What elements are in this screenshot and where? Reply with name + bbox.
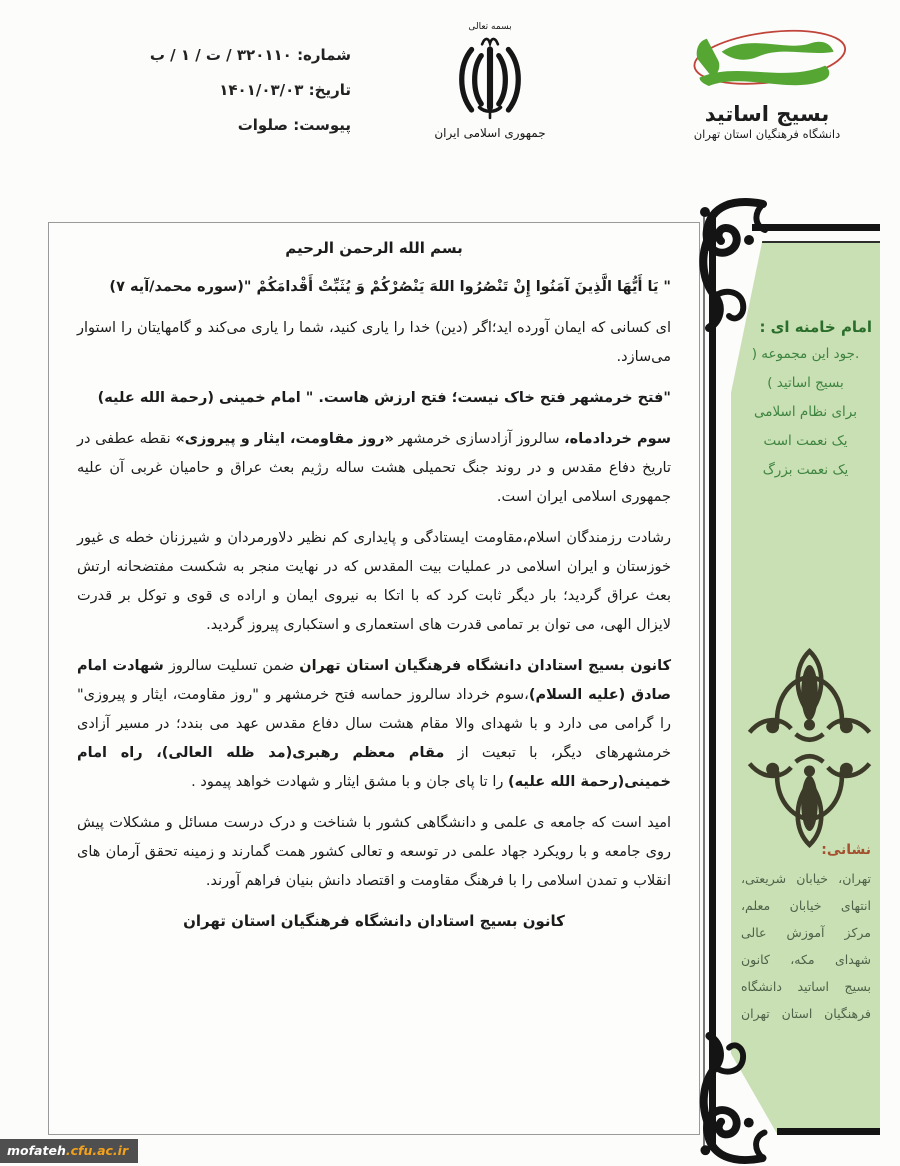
resistance-paragraph: رشادت رزمندگان اسلام،مقاومت ایستادگی و پایداری کم نظیر دلاورمردان و شیرزنان خطه ی غیور خوزستان و ایران اسلامی در عملیات بیت المقدس که در نهایت منجر به شکست مفتضحانه ارتش بعث عراق گردید؛ بار دیگر ثابت کرد که با اتکا به نیروی ایمان و اراده ی قوی و توکل بر قدرت لایزال الهی، می توان بر تمامی قدرت های استعماری و استکباری پیروز گردید. xyxy=(77,530,671,633)
meta-attachment-value: صلوات xyxy=(237,116,288,134)
iran-national-emblem xyxy=(408,22,572,140)
quote-heading: امام خامنه ای : xyxy=(759,318,872,336)
quran-verse-paragraph: " یَا أَیُّهَا الَّذِینَ آمَنُوا إِنْ تَنْصُرُوا اللهَ یَنْصُرْکُمْ وَ یُثَبِّتْ أَقْدامَکُمْ "(سوره محمد/آیه ۷) xyxy=(109,279,671,295)
basmala-header-text: بسمه تعالی xyxy=(468,22,512,32)
meta-number-label: شماره: xyxy=(297,46,351,64)
address-label: نشانی: xyxy=(821,842,871,858)
khordad-anniversary-paragraph: سوم خردادماه، سالروز آزادسازی خرمشهر «روز مقاومت، ایثار و پیروزی» نقطه عطفی در تاریخ دفاع مقدس و در روند جنگ تحمیلی هشت ساله رژیم بعث عراق و حامیان غربی آن علیه جمهوری اسلامی ایران است. xyxy=(77,431,672,505)
emblem-caption: جمهوری اسلامی ایران xyxy=(434,126,546,140)
imam-khomeini-quote-paragraph: "فتح خرمشهر فتح خاک نیست؛ فتح ارزش هاست. " امام خمینی (رحمة الله علیه) xyxy=(97,390,671,406)
logo-title: بسیج اساتید xyxy=(704,102,830,126)
meta-date-value: ۱۴۰۱/۰۳/۰۳ xyxy=(219,81,304,99)
meta-row-attachment xyxy=(55,116,351,134)
watermark-site: mofateh xyxy=(7,1143,66,1158)
letter-meta xyxy=(55,46,351,151)
meta-row-date xyxy=(55,81,351,99)
basij-asatid-logo xyxy=(652,24,882,141)
corner-flourish-icon-bottom xyxy=(693,1028,773,1166)
sidebar-bottom-rule xyxy=(777,1128,880,1135)
watermark-domain: .cfu.ac.ir xyxy=(65,1143,129,1158)
meta-number-value: ۳۲۰۱۱۰ / ت / ۱ / ب xyxy=(149,46,292,64)
verse-translation-paragraph: ای کسانی که ایمان آورده اید؛اگر (دین) خدا را یاری کنید، شما را یاری می‌کند و گامهایتان را استوار می‌سازد. xyxy=(77,320,671,365)
khamenei-quote-block xyxy=(739,318,872,485)
address-lines: تهران، خیابان شریعتی، انتهای خیابان معلم، مرکز آموزش عالی شهدای مکه، کانون بسیج اساتید دانشگاه فرهنگیان استان تهران xyxy=(741,871,871,1021)
corner-flourish-icon-top xyxy=(693,196,773,336)
meta-date-label: تاریخ: xyxy=(308,81,351,99)
sidebar-vertical-rule xyxy=(709,214,716,1150)
hope-paragraph: امید است که جامعه ی علمی و دانشگاهی کشور با شناخت و درک درست مسائل و مشکلات پیش روی جامعه و با رویکرد جهاد علمی در توسعه و تعالی کشور همت گمارند و زمینه تحقق آرمان های انقلاب و تمدن اسلامی را با فرهنگ مقاومت و اقتصاد دانش بنیان فراهم آورند. xyxy=(77,815,671,889)
letter-body-box xyxy=(48,222,700,1135)
meta-attachment-label: پیوست: xyxy=(293,116,351,134)
quote-lines: .جود این مجموعه ( بسیج اساتید ) برای نظام اسلامی یک نعمت است یک نعمت بزرگ xyxy=(751,346,860,478)
address-block xyxy=(741,842,871,1027)
sidebar-thin-rule xyxy=(703,214,705,1154)
watermark xyxy=(0,1139,138,1163)
basij-logo-icon xyxy=(662,24,872,98)
signature: کانون بسیج استادان دانشگاه فرهنگیان استان تهران xyxy=(183,912,565,930)
meta-row-number xyxy=(55,46,351,64)
logo-subtitle: دانشگاه فرهنگیان استان تهران xyxy=(693,127,841,142)
kanoon-statement-paragraph: کانون بسیج استادان دانشگاه فرهنگیان استان تهران ضمن تسلیت سالروز شهادت امام صادق (علیه السلام)،سوم خرداد سالروز حماسه فتح خرمشهر و "روز مقاومت، ایثار و پیروزی" را گرامی می دارد و با شهدای والا مقام هشت سال دفاع مقدس عهد می بندد؛ در مسیر آزادی خرمشهرهای دیگر، با تبعیت از مقام معظم رهبری(مد ظله العالی)، راه امام خمینی(رحمة الله علیه) را تا پای جان و با مشق ایثار و شهادت خواهد پیمود . xyxy=(77,658,672,790)
damask-ornament-icon xyxy=(737,642,882,854)
basmala: بسم الله الرحمن الرحیم xyxy=(285,239,463,257)
iran-emblem-icon xyxy=(444,32,536,124)
